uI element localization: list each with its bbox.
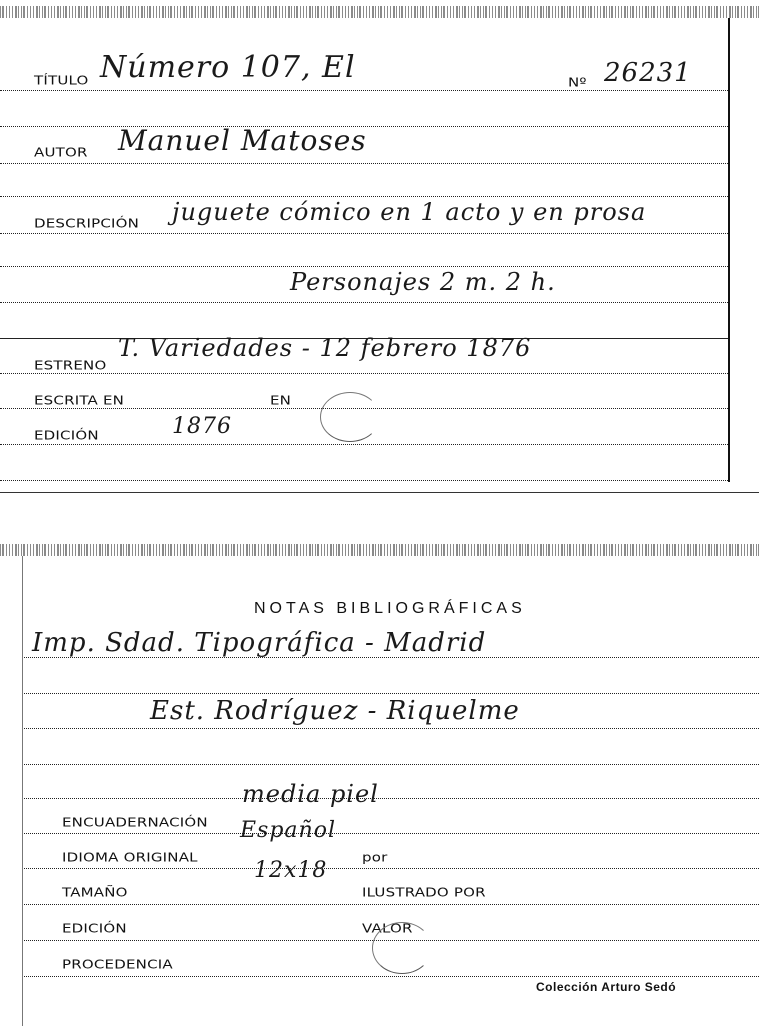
rule xyxy=(0,196,728,197)
card-left-border xyxy=(22,556,23,1026)
rule xyxy=(24,728,759,729)
rule xyxy=(24,904,759,905)
titulo-label: TÍTULO xyxy=(34,72,89,88)
collection-credit: Colección Arturo Sedó xyxy=(536,980,677,994)
idioma-original-value: Español xyxy=(240,818,336,843)
edicion-value: 1876 xyxy=(172,414,232,439)
rule xyxy=(24,976,759,977)
card-right-border xyxy=(728,18,730,482)
valor-label: VALOR xyxy=(362,920,413,936)
descripcion-label: DESCRIPCIÓN xyxy=(34,215,140,231)
rule xyxy=(0,266,728,267)
rule xyxy=(24,798,759,799)
edicion-label: EDICIÓN xyxy=(62,920,127,936)
idioma-original-label: IDIOMA ORIGINAL xyxy=(62,849,198,865)
rule xyxy=(0,373,728,374)
encuadernacion-label: ENCUADERNACIÓN xyxy=(62,814,208,830)
card-divider xyxy=(0,492,759,493)
numero-label: Nº xyxy=(568,74,587,90)
catalog-card-front xyxy=(0,0,759,492)
notas-heading: NOTAS BIBLIOGRÁFICAS xyxy=(254,600,526,617)
titulo-value: Número 107, El xyxy=(100,50,356,85)
rule xyxy=(24,833,759,834)
ilustrado-por-label: ILUSTRADO POR xyxy=(362,884,486,900)
estreno-value: T. Variedades - 12 febrero 1876 xyxy=(118,334,532,362)
notas-line1: Imp. Sdad. Tipográfica - Madrid xyxy=(32,628,487,658)
descripcion-value-line1: juguete cómico en 1 acto y en prosa xyxy=(172,198,647,226)
punch-hole-mark xyxy=(320,392,380,442)
rule xyxy=(0,233,728,234)
rule xyxy=(0,302,728,303)
rule xyxy=(24,693,759,694)
card-top-edge xyxy=(0,6,759,18)
punch-hole-mark xyxy=(372,922,432,974)
rule xyxy=(0,90,728,91)
por-label: por xyxy=(362,849,388,865)
rule xyxy=(24,868,759,869)
escrita-en-label: ESCRITA EN xyxy=(34,392,125,408)
autor-label: AUTOR xyxy=(34,144,88,160)
procedencia-label: PROCEDENCIA xyxy=(62,956,173,972)
catalog-card-back xyxy=(0,540,759,1028)
tamano-value: 12x18 xyxy=(254,858,328,883)
rule xyxy=(0,163,728,164)
rule xyxy=(0,480,728,481)
descripcion-value-line2: Personajes 2 m. 2 h. xyxy=(290,268,556,296)
autor-value: Manuel Matoses xyxy=(118,124,367,157)
rule xyxy=(24,764,759,765)
tamano-label: TAMAÑO xyxy=(62,884,128,900)
numero-value: 26231 xyxy=(604,58,692,88)
encuadernacion-value: media piel xyxy=(242,780,379,808)
rule xyxy=(0,444,728,445)
edicion-label: EDICIÓN xyxy=(34,427,99,443)
card-top-edge xyxy=(0,544,759,556)
notas-line2: Est. Rodríguez - Riquelme xyxy=(150,696,520,726)
en-label: EN xyxy=(270,392,292,408)
estreno-label: ESTRENO xyxy=(34,357,107,373)
